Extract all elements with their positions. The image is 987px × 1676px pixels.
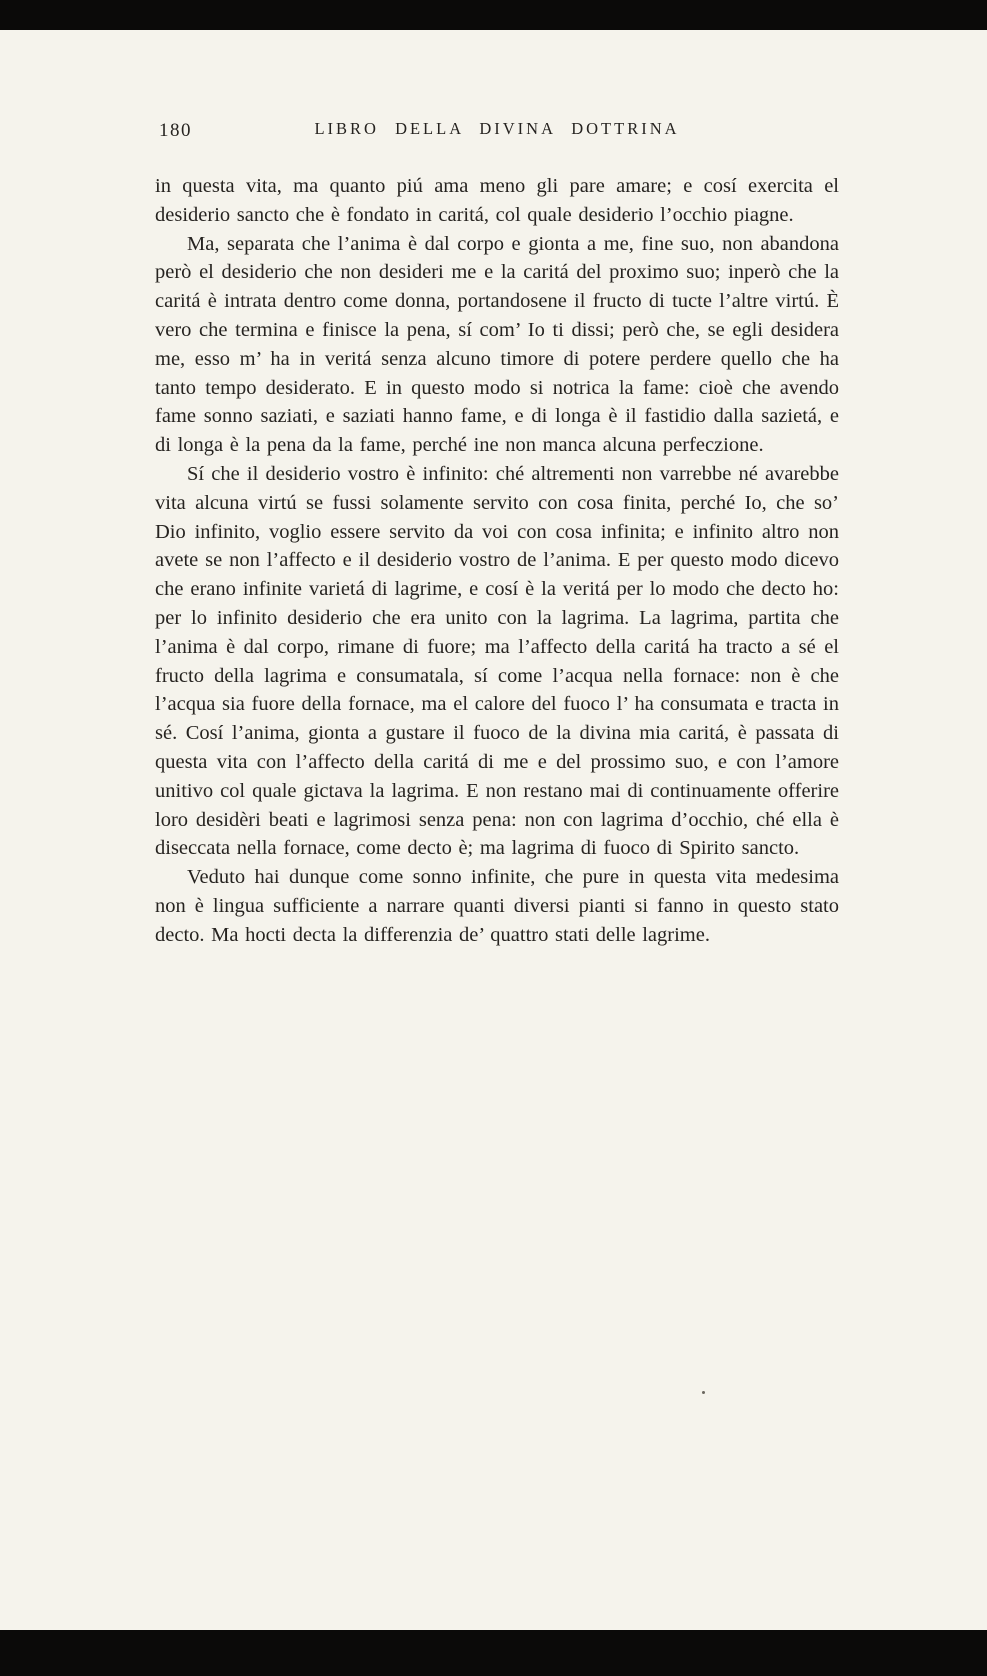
scan-edge-bottom (0, 1630, 987, 1676)
paragraph: Veduto hai dunque come sonno infinite, che pure in questa vita medesima non è lingua sufficiente a narrare quanti diversi pianti si fanno in questo stato decto. Ma hocti decta la differenzia de’ quattro stati delle lagrime. (155, 866, 839, 946)
body-text (155, 172, 839, 950)
paragraph-continuation: in questa vita, ma quanto piú ama meno gli pare amare; e cosí exercita el desiderio sancto che è fondato in caritá, col quale desiderio l’occhio piagne. (155, 175, 839, 226)
scan-speck (702, 1391, 705, 1394)
paragraph: Ma, separata che l’anima è dal corpo e gionta a me, fine suo, non abandona però el desiderio che non desideri me e la caritá del proximo suo; inperò che la caritá è intrata dentro come donna, portandosene il fructo di tucte l’altre virtú. È vero che termina e finisce la pena, sí com’ Io ti dissi; però che, se egli desidera me, esso m’ ha in veritá senza alcuno timore di potere perdere quello che ha tanto tempo desiderato. E in questo modo si notrica la fame: cioè che avendo fame sonno saziati, e saziati hanno fame, e di longa è il fastidio dalla sazietá, e di longa è la pena da la fame, perché ine non manca alcuna perfeczione. (155, 232, 839, 457)
scan-edge-top (0, 0, 987, 30)
page-header (155, 119, 839, 139)
paragraph: Sí che il desiderio vostro è infinito: ché altrementi non varrebbe né avarebbe vita alcuna virtú se fussi solamente servito con cosa finita, perché Io, che so’ Dio infinito, voglio essere servito da voi con cosa infinita; e infinito altro non avete se non l’affecto e il desiderio vostro de l’anima. E per questo modo dicevo che erano infinite varietá di lagrime, e cosí è la veritá per lo modo che decto ho: per lo infinito desiderio che era unito con la lagrima. La lagrima, partita che l’anima è dal corpo, rimane di fuore; ma l’affecto della caritá ha tracto a sé el fructo della lagrima e consumatala, sí come l’acqua nella fornace: non è che l’acqua sia fuore della fornace, ma el calore del fuoco l’ ha consumata e tracta in sé. Cosí l’anima, gionta a gustare il fuoco de la divina mia caritá, è passata di questa vita con l’affecto della caritá di me e del prossimo suo, e con l’amore unitivo col quale gictava la lagrima. E non restano mai di continuamente offerire loro desidèri beati e lagrimosi senza pena: non con lagrima d’occhio, ché ella è diseccata nella fornace, come decto è; ma lagrima di fuoco di Spirito sancto. (155, 462, 839, 860)
page-number: 180 (159, 120, 192, 141)
running-title: LIBRO DELLA DIVINA DOTTRINA (314, 119, 680, 138)
